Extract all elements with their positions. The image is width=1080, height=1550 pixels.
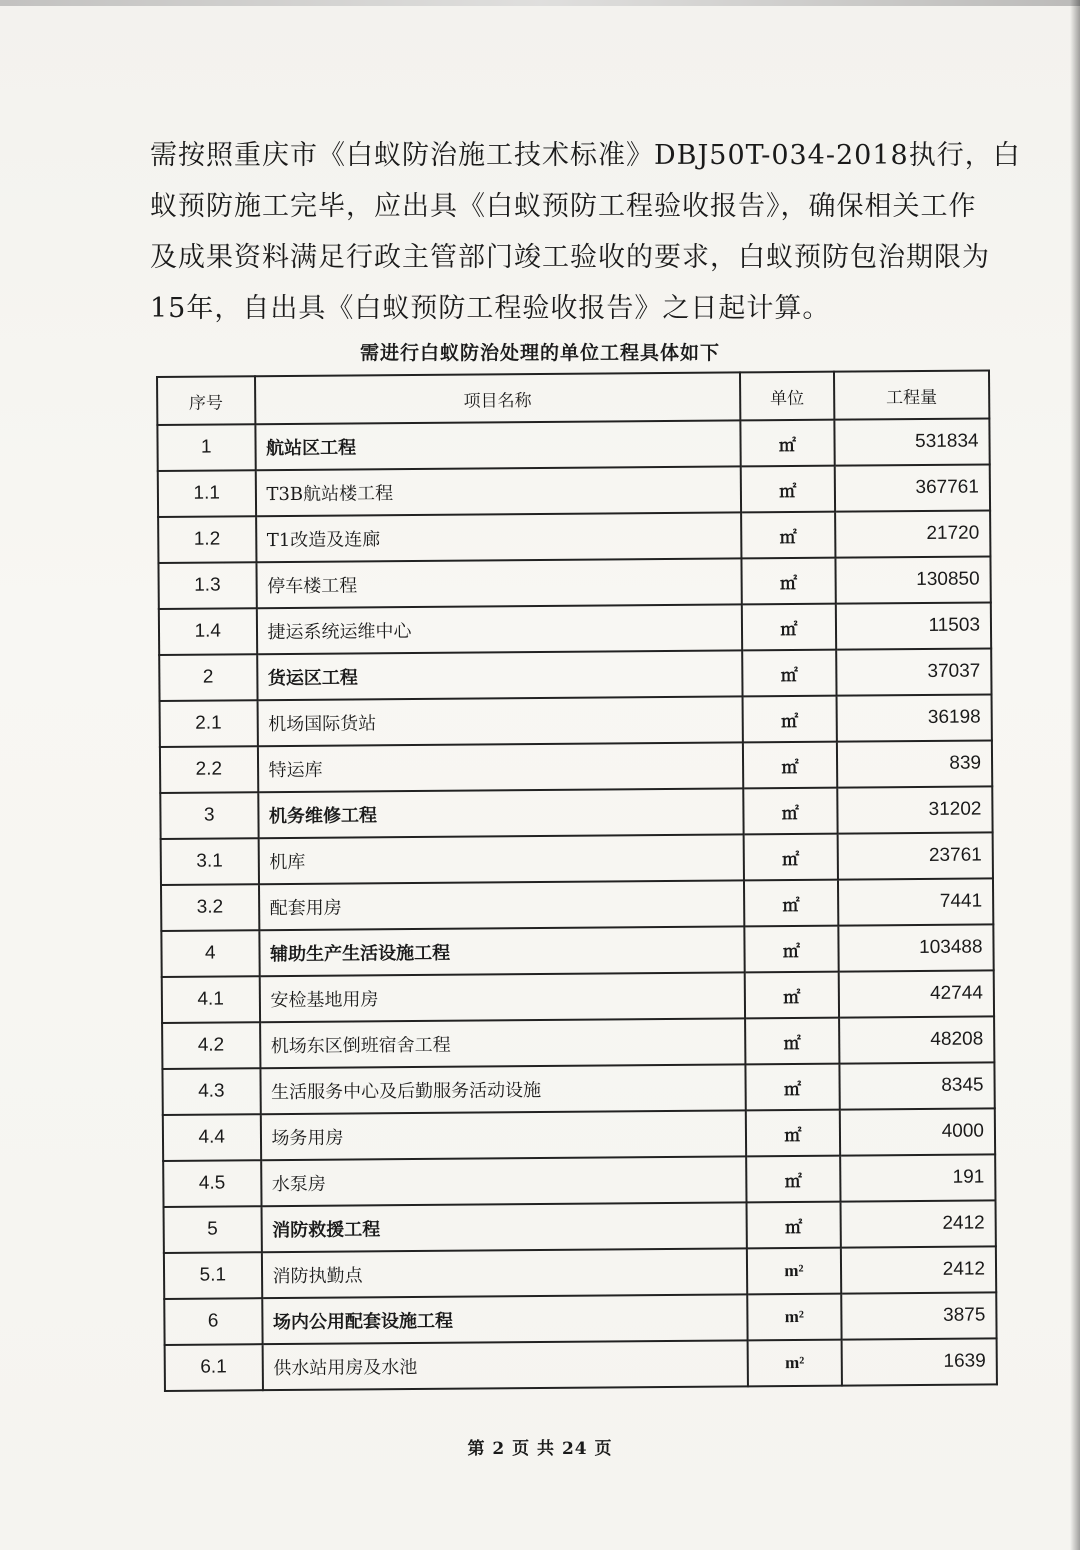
- table-row: [164, 1292, 996, 1345]
- row-no: 5.1: [164, 1252, 262, 1299]
- row-unit: ㎡: [743, 696, 837, 743]
- table-row: [162, 1016, 994, 1069]
- row-name: 生活服务中心及后勤服务活动设施: [260, 1064, 746, 1114]
- table-row: [164, 1200, 996, 1253]
- row-name: 水泵房: [261, 1156, 747, 1206]
- table-header-row: [157, 370, 989, 425]
- row-no: 5: [164, 1206, 262, 1253]
- row-no: 6: [164, 1298, 262, 1345]
- row-unit: ㎡: [742, 650, 836, 697]
- row-name: 消防救援工程: [261, 1202, 747, 1252]
- row-qty: 48208: [839, 1016, 995, 1063]
- paragraph-line-1: 需按照重庆市《白蚁防治施工技术标准》DBJ50T-034-2018执行，白: [150, 140, 1021, 171]
- row-qty: 21720: [835, 510, 991, 557]
- table-row: [160, 786, 992, 839]
- row-qty: 103488: [838, 924, 994, 971]
- row-unit: ㎡: [746, 1064, 840, 1111]
- row-name: T3B航站楼工程: [255, 466, 741, 516]
- table-row: [163, 1108, 995, 1161]
- row-qty: 4000: [839, 1108, 995, 1155]
- row-qty: 1639: [841, 1338, 997, 1385]
- row-no: 3: [160, 792, 258, 839]
- row-name: 停车楼工程: [256, 558, 742, 608]
- row-qty: 23761: [837, 832, 993, 879]
- row-no: 1.3: [158, 562, 256, 609]
- row-unit: ㎡: [747, 1202, 841, 1249]
- row-unit: ㎡: [745, 972, 839, 1019]
- row-unit: ㎡: [744, 880, 838, 927]
- works-table: [156, 369, 998, 1392]
- row-unit: ㎡: [742, 558, 836, 605]
- row-no: 4.1: [162, 976, 260, 1023]
- table-row: [163, 1154, 995, 1207]
- table-row: [161, 924, 993, 977]
- row-unit: ㎡: [744, 834, 838, 881]
- row-qty: 130850: [835, 556, 991, 603]
- table-row: [158, 464, 990, 517]
- row-no: 2.2: [160, 746, 258, 793]
- row-name: 机务维修工程: [258, 788, 744, 838]
- row-unit: m²: [747, 1294, 841, 1341]
- header-no: 序号: [157, 376, 255, 425]
- row-no: 3.1: [161, 838, 259, 885]
- table-row: [159, 602, 991, 655]
- table-row: [158, 510, 990, 563]
- row-unit: ㎡: [742, 604, 836, 651]
- row-unit: ㎡: [741, 466, 835, 513]
- row-name: 特运库: [257, 742, 743, 792]
- row-qty: 11503: [835, 602, 991, 649]
- row-name: 消防执勤点: [261, 1248, 747, 1298]
- row-no: 4.3: [162, 1068, 260, 1115]
- row-qty: 2412: [841, 1246, 997, 1293]
- row-qty: 367761: [834, 464, 990, 511]
- table-row: [158, 556, 990, 609]
- row-no: 1.2: [158, 516, 256, 563]
- row-name: 辅助生产生活设施工程: [259, 926, 745, 976]
- table-row: [160, 740, 992, 793]
- row-unit: ㎡: [741, 420, 835, 467]
- row-qty: 3875: [841, 1292, 997, 1339]
- row-no: 1.4: [159, 608, 257, 655]
- table-row: [161, 878, 993, 931]
- header-unit: 单位: [740, 372, 834, 421]
- row-qty: 839: [837, 740, 993, 787]
- row-no: 1.1: [158, 470, 256, 517]
- row-no: 4.2: [162, 1022, 260, 1069]
- row-name: 供水站用房及水池: [262, 1340, 748, 1390]
- row-qty: 7441: [838, 878, 994, 925]
- header-qty: 工程量: [834, 370, 990, 419]
- table-title: 需进行白蚁防治处理的单位工程具体如下: [359, 342, 720, 364]
- row-name: 航站区工程: [255, 420, 741, 470]
- row-unit: ㎡: [746, 1110, 840, 1157]
- row-name: 安检基地用房: [259, 972, 745, 1022]
- row-qty: 36198: [836, 694, 992, 741]
- row-qty: 31202: [837, 786, 993, 833]
- row-name: T1改造及连廊: [256, 512, 742, 562]
- row-unit: ㎡: [743, 788, 837, 835]
- row-unit: ㎡: [743, 742, 837, 789]
- row-no: 6.1: [165, 1344, 263, 1391]
- table-body: [157, 418, 997, 1391]
- table-row: [164, 1246, 996, 1299]
- table-row: [165, 1338, 997, 1391]
- row-qty: 191: [840, 1154, 996, 1201]
- row-name: 场内公用配套设施工程: [262, 1294, 748, 1344]
- table-row: [162, 1062, 994, 1115]
- row-name: 场务用房: [260, 1110, 746, 1160]
- row-qty: 8345: [839, 1062, 995, 1109]
- table-row: [157, 418, 989, 471]
- paragraph-line-3: 及成果资料满足行政主管部门竣工验收的要求，白蚁预防包治期限为: [150, 242, 990, 273]
- row-no: 2.1: [160, 700, 258, 747]
- row-name: 机场东区倒班宿舍工程: [260, 1018, 746, 1068]
- row-unit: ㎡: [746, 1156, 840, 1203]
- row-unit: ㎡: [741, 512, 835, 559]
- row-name: 机库: [258, 834, 744, 884]
- row-no: 4: [161, 930, 259, 977]
- row-no: 2: [159, 654, 257, 701]
- scan-right-edge: [1070, 0, 1080, 1550]
- row-unit: m²: [748, 1340, 842, 1387]
- table-row: [161, 832, 993, 885]
- row-no: 4.5: [163, 1160, 261, 1207]
- row-no: 4.4: [163, 1114, 261, 1161]
- header-name: 项目名称: [255, 372, 741, 424]
- scan-top-edge: [0, 0, 1080, 6]
- body-paragraph: [150, 130, 1021, 334]
- row-qty: 42744: [838, 970, 994, 1017]
- row-qty: 37037: [836, 648, 992, 695]
- paragraph-line-2: 蚁预防施工完毕，应出具《白蚁预防工程验收报告》，确保相关工作: [150, 191, 977, 222]
- table-row: [160, 694, 992, 747]
- row-no: 3.2: [161, 884, 259, 931]
- row-unit: ㎡: [745, 926, 839, 973]
- table-row: [159, 648, 991, 701]
- paragraph-line-4: 15年，自出具《白蚁预防工程验收报告》之日起计算。: [150, 293, 831, 324]
- table-row: [162, 970, 994, 1023]
- row-name: 机场国际货站: [257, 696, 743, 746]
- page-footer: 第 2 页 共 24 页: [467, 1439, 613, 1459]
- row-unit: m²: [747, 1248, 841, 1295]
- row-qty: 531834: [834, 418, 990, 465]
- row-unit: ㎡: [745, 1018, 839, 1065]
- row-name: 捷运系统运维中心: [256, 604, 742, 654]
- row-name: 配套用房: [258, 880, 744, 930]
- row-qty: 2412: [840, 1200, 996, 1247]
- row-name: 货运区工程: [257, 650, 743, 700]
- row-no: 1: [157, 424, 255, 471]
